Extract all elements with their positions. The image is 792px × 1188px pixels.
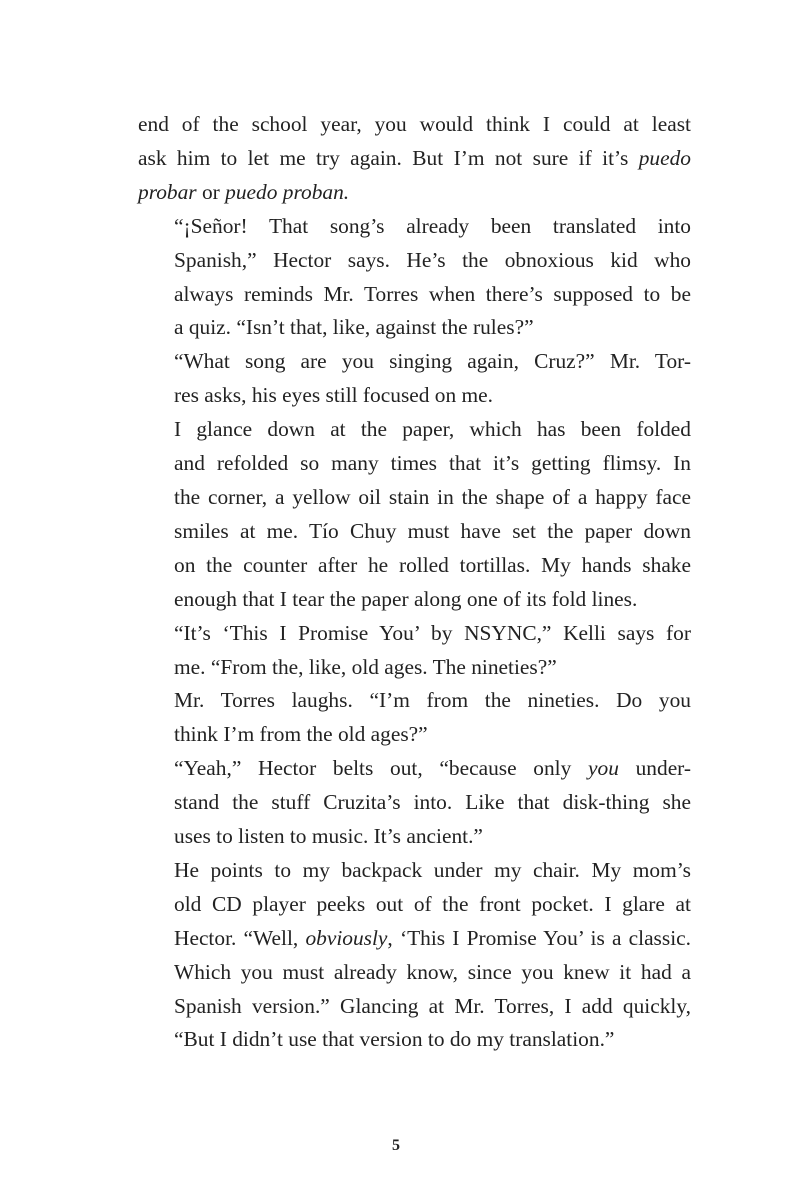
- text-segment: or: [196, 179, 226, 204]
- text-line: [138, 922, 691, 956]
- text-segment: Hector. “Well,: [174, 925, 306, 950]
- text-segment: think I’m from the old ages?”: [174, 722, 428, 747]
- paragraph: [138, 617, 691, 685]
- text-line: [138, 956, 691, 990]
- text-line: [138, 786, 691, 820]
- text-segment: Mr. Torres laughs. “I’m from the nineties. Do you: [174, 688, 691, 713]
- text-line: [138, 108, 691, 142]
- text-segment: on the counter after he rolled tortillas. My hands shake: [174, 552, 691, 577]
- text-segment: “¡Señor! That song’s already been translated into: [174, 213, 691, 238]
- text-line: [138, 345, 691, 379]
- italic-text: puedo proban.: [225, 179, 350, 204]
- text-line: [138, 854, 691, 888]
- text-line: [138, 684, 691, 718]
- text-line: [138, 990, 691, 1024]
- italic-text: obviously: [305, 925, 388, 950]
- italic-text: probar: [138, 179, 197, 204]
- paragraph: [138, 345, 691, 413]
- text-segment: a quiz. “Isn’t that, like, against the rules?”: [174, 315, 534, 340]
- page-body: [138, 108, 691, 1057]
- text-line: [138, 718, 691, 752]
- text-segment: Spanish version.” Glancing at Mr. Torres, I add quickly,: [174, 993, 691, 1018]
- text-line: [138, 379, 691, 413]
- text-segment: end of the school year, you would think I could at least: [138, 112, 691, 136]
- text-line: [138, 888, 691, 922]
- text-segment: res asks, his eyes still focused on me.: [174, 383, 494, 408]
- text-segment: and refolded so many times that it’s getting flimsy. In: [174, 451, 691, 476]
- text-segment: Which you must already know, since you knew it had a: [174, 959, 691, 984]
- text-segment: the corner, a yellow oil stain in the shape of a happy face: [174, 484, 691, 509]
- text-line: [138, 142, 691, 176]
- text-segment: ask him to let me try again. But I’m not sure if it’s: [138, 145, 639, 170]
- text-line: [138, 413, 691, 447]
- text-segment: smiles at me. Tío Chuy must have set the paper down: [174, 518, 691, 543]
- text-line: [138, 244, 691, 278]
- text-line: [138, 651, 691, 685]
- text-segment: “But I didn’t use that version to do my translation.”: [174, 1027, 615, 1052]
- text-line: [138, 549, 691, 583]
- text-line: [138, 1023, 691, 1057]
- text-line: [138, 752, 691, 786]
- text-line: [138, 210, 691, 244]
- text-segment: enough that I tear the paper along one of its fold lines.: [174, 586, 638, 611]
- paragraph: [138, 413, 691, 616]
- text-line: [138, 515, 691, 549]
- text-segment: stand the stuff Cruzita’s into. Like that disk-thing she: [174, 790, 691, 815]
- paragraph: [138, 108, 691, 210]
- text-line: [138, 617, 691, 651]
- paragraph: [138, 684, 691, 752]
- text-segment: under-: [618, 756, 692, 781]
- italic-text: puedo: [638, 145, 691, 170]
- paragraph: [138, 752, 691, 854]
- text-line: [138, 820, 691, 854]
- text-segment: old CD player peeks out of the front pocket. I glare at: [174, 891, 691, 916]
- text-segment: Spanish,” Hector says. He’s the obnoxious kid who: [174, 247, 691, 272]
- text-segment: “Yeah,” Hector belts out, “because only: [174, 756, 589, 781]
- text-segment: He points to my backpack under my chair. My mom’s: [174, 857, 691, 882]
- italic-text: you: [588, 756, 619, 781]
- paragraph: [138, 210, 691, 346]
- text-segment: me. “From the, like, old ages. The nineties?”: [174, 654, 557, 679]
- text-segment: uses to listen to music. It’s ancient.”: [174, 824, 483, 849]
- text-line: [138, 176, 691, 210]
- text-line: [138, 481, 691, 515]
- text-segment: always reminds Mr. Torres when there’s supposed to be: [174, 281, 691, 306]
- text-line: [138, 278, 691, 312]
- text-segment: “What song are you singing again, Cruz?” Mr. Tor-: [174, 349, 691, 374]
- page-number: 5: [392, 1137, 400, 1154]
- paragraph: [138, 854, 691, 1057]
- text-segment: “It’s ‘This I Promise You’ by NSYNC,” Kelli says for: [174, 620, 691, 645]
- text-line: [138, 583, 691, 617]
- text-segment: I glance down at the paper, which has been folded: [174, 417, 691, 442]
- text-segment: , ‘This I Promise You’ is a classic.: [387, 925, 691, 950]
- text-line: [138, 447, 691, 481]
- text-line: [138, 311, 691, 345]
